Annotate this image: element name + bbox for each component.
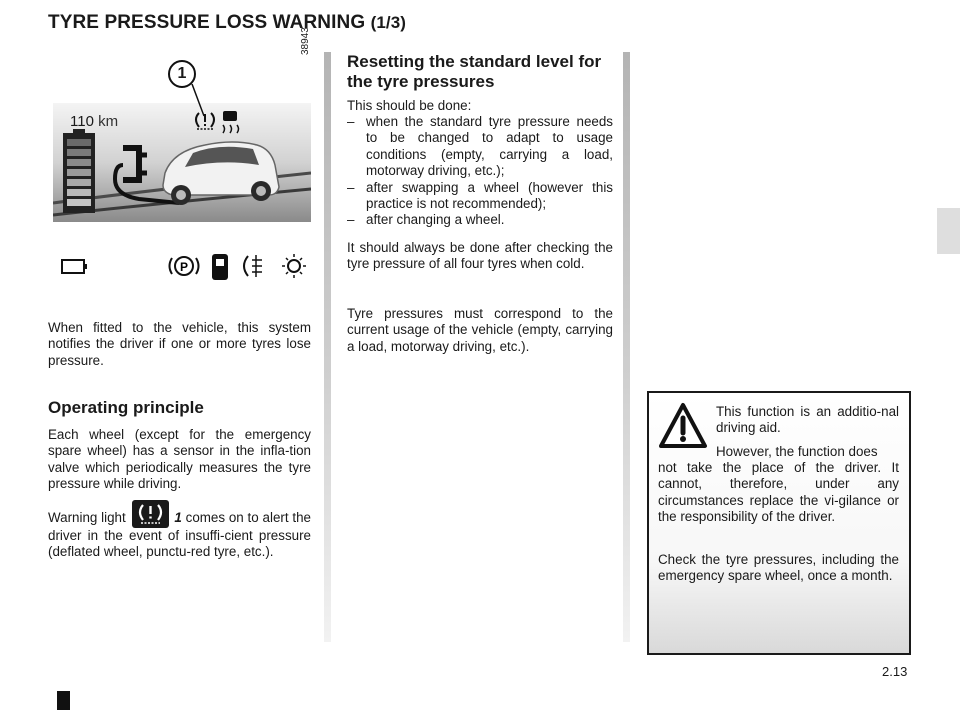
door-open-icon [212, 254, 228, 280]
tyre-pressure-warning-icon [132, 500, 169, 528]
column-divider-right [623, 52, 630, 642]
warning-box-line-1: This function is an additio-nal driving aid. [716, 404, 899, 436]
column-divider-left [324, 52, 331, 642]
page-title [48, 12, 406, 34]
battery-gauge-icon [63, 129, 95, 213]
page-number: 2.13 [882, 664, 908, 679]
parking-brake-icon [170, 257, 199, 275]
battery-icon [62, 260, 87, 273]
figure-number: 38943 [300, 27, 311, 55]
corner-mark [57, 691, 70, 710]
warning-box-line-3: Check the tyre pressures, including the emergency spare wheel, once a month. [658, 552, 899, 584]
list-item: – after swapping a wheel (however this practice is not recommended); [347, 180, 613, 213]
warning-light-reference: 1 [174, 510, 182, 525]
callout-leader-line [168, 84, 228, 124]
warning-light-paragraph [48, 500, 311, 561]
warning-box-line-2b: not take the place of the driver. It cannot, therefore, under any circumstances replace the vi-gilance or the responsibility of the driver. [658, 460, 899, 525]
warning-light-text-after: comes on to alert the driver in the event of insuffi-cient pressure (deflated wheel, punctu-red tyre, etc.). [48, 510, 311, 560]
warning-box-line-2a: However, the function does [716, 444, 878, 459]
svg-text:P: P [179, 260, 189, 274]
warning-triangle-icon [658, 402, 708, 450]
page-title-main: TYRE PRESSURE LOSS WARNING [48, 12, 366, 33]
rear-fog-light-icon [244, 255, 262, 277]
range-unit: km [98, 113, 119, 130]
resetting-intro: This should be done: [347, 98, 472, 113]
warning-lights-row [48, 250, 316, 286]
chapter-tab [937, 208, 960, 254]
callout-1: 1 [168, 60, 196, 88]
range-readout [70, 113, 118, 130]
range-value: 110 [70, 113, 94, 130]
resetting-heading: Resetting the standard level for the tyre pressures [347, 52, 602, 91]
page-title-part: (1/3) [370, 13, 407, 32]
list-item: – after changing a wheel. [347, 212, 613, 228]
pressures-paragraph: Tyre pressures must correspond to the current usage of the vehicle (empty, carrying a load, motorway driving, etc.). [347, 306, 613, 354]
operating-principle-heading: Operating principle [48, 398, 204, 417]
intro-paragraph: When fitted to the vehicle, this system notifies the driver if one or more tyres lose pressure. [48, 320, 311, 368]
resetting-list [347, 114, 613, 229]
side-light-icon [282, 254, 306, 278]
operating-principle-paragraph: Each wheel (except for the emergency spare wheel) has a sensor in the infla-tion valve which periodically measures the tyre pressure while driving. [48, 427, 311, 492]
list-item: – when the standard tyre pressure needs to be changed to adapt to usage conditions (empty, carrying a load, motorway driving, etc.); [347, 114, 613, 180]
warning-light-text-before: Warning light [48, 510, 126, 525]
always-paragraph: It should always be done after checking the tyre pressure of all four tyres when cold. [347, 240, 613, 272]
